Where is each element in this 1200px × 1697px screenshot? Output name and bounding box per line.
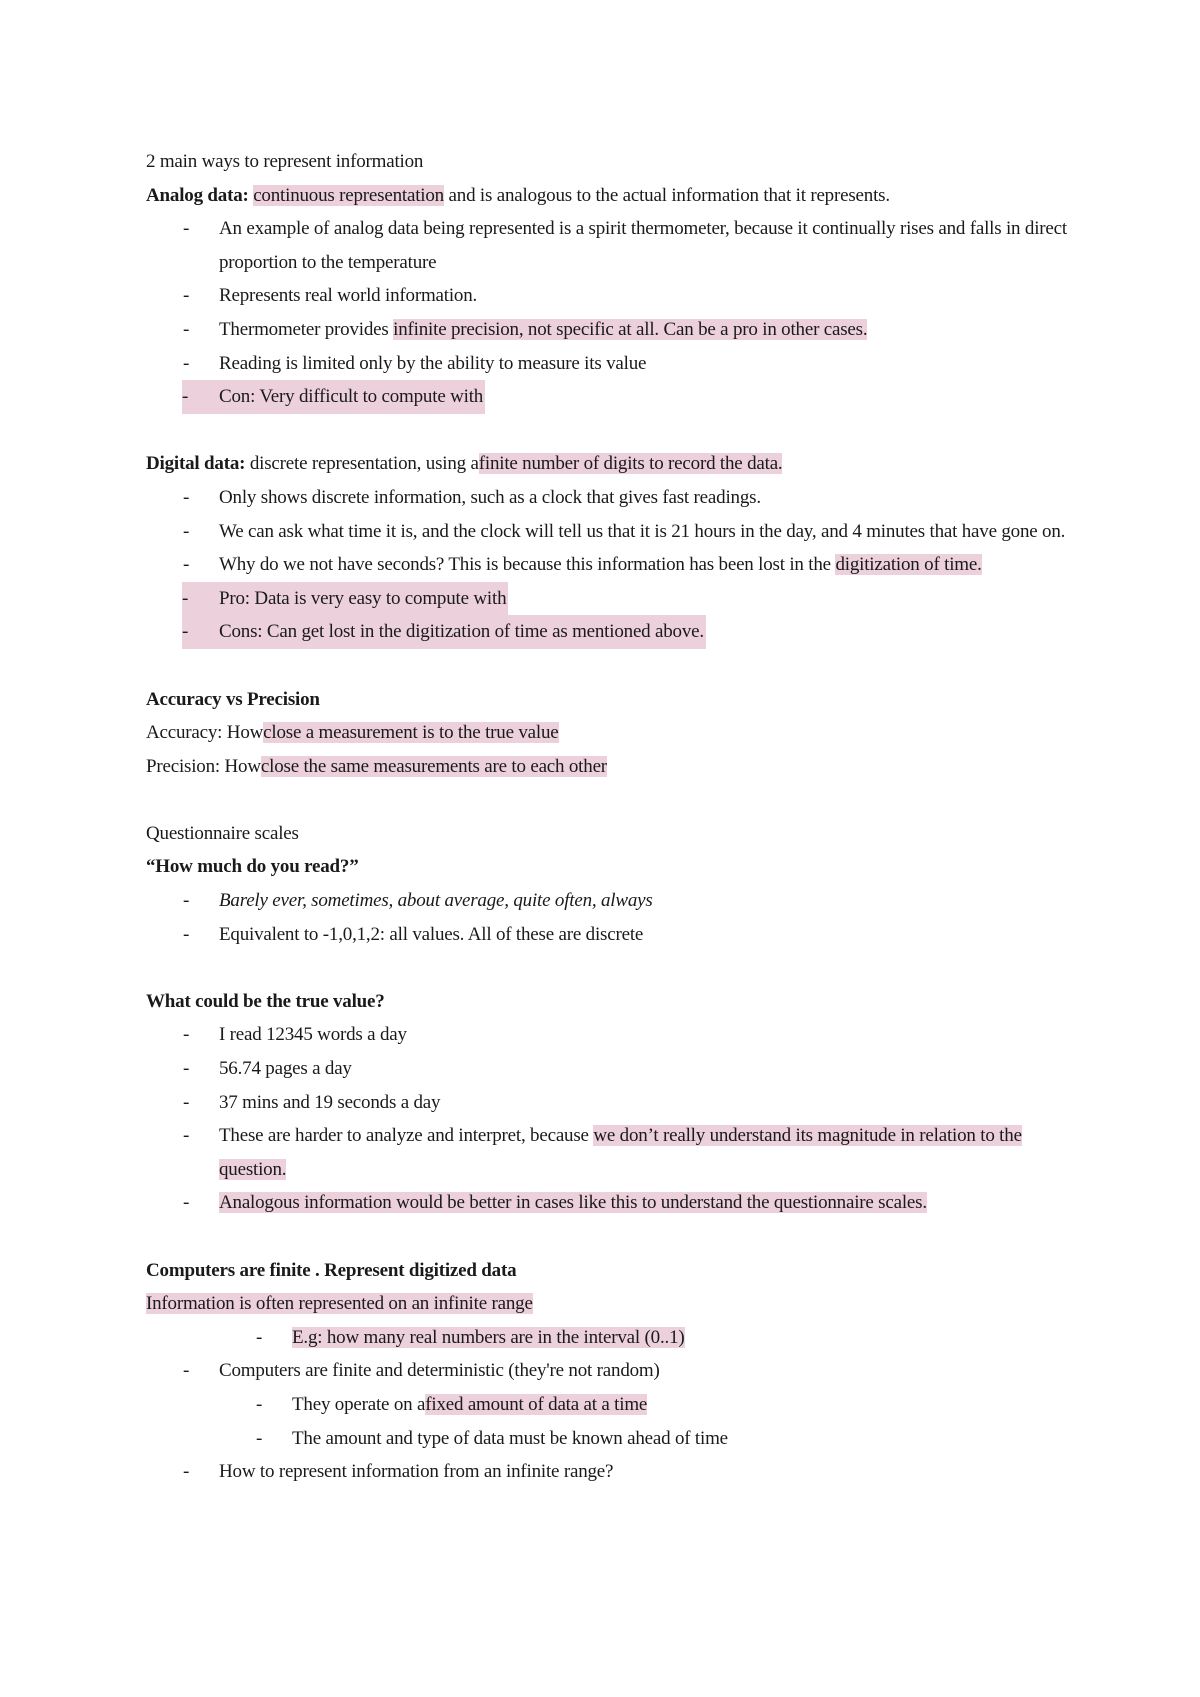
bullet-dash: - bbox=[183, 285, 190, 307]
digital-bullet-4 bbox=[182, 582, 508, 616]
bullet-text: Represents real world information. bbox=[219, 285, 478, 307]
bullet-text: We can ask what time it is, and the clock will tell us that it is 21 hours in the day, and 4 minutes that have gone on. bbox=[219, 520, 1066, 542]
bullet-text: Reading is limited only by the ability to measure its value bbox=[219, 352, 647, 374]
bullet-highlight: fixed amount of data at a time bbox=[425, 1393, 648, 1415]
truevalue-heading: What could be the true value? bbox=[146, 990, 385, 1012]
precision-label: Precision: How bbox=[146, 755, 261, 777]
analog-bullet-4 bbox=[146, 347, 1086, 381]
bullet-dash: - bbox=[183, 1091, 190, 1113]
bullet-dash: - bbox=[183, 352, 190, 374]
bullet-dash: - bbox=[183, 218, 190, 240]
computers-heading: Computers are finite . Represent digitized data bbox=[146, 1259, 517, 1281]
analog-bullet-1 bbox=[146, 212, 1086, 279]
computers-highlight: Information is often represented on an infinite range bbox=[146, 1293, 533, 1315]
intro-line: 2 main ways to represent information bbox=[146, 151, 424, 172]
analog-def-rest: and is analogous to the actual information that it represents. bbox=[448, 184, 890, 206]
questionnaire-bullet-1 bbox=[146, 884, 1086, 918]
digital-bullet-2 bbox=[146, 515, 1086, 549]
truevalue-bullet-3 bbox=[146, 1086, 1086, 1120]
bullet-text: Equivalent to -1,0,1,2: all values. All of these are discrete bbox=[219, 923, 644, 945]
bullet-dash: - bbox=[183, 520, 190, 542]
bullet-text: Cons: Can get lost in the digitization of time as mentioned above. bbox=[219, 621, 704, 643]
bullet-text: They operate on a bbox=[292, 1393, 426, 1415]
bullet-dash: - bbox=[256, 1393, 263, 1415]
bullet-text: Why do we not have seconds? This is because this information has been lost in the bbox=[219, 554, 831, 576]
bullet-dash: - bbox=[183, 1192, 190, 1214]
document-page bbox=[146, 145, 1086, 1489]
questionnaire-bullet-2 bbox=[146, 918, 1086, 952]
bullet-highlight: E.g: how many real numbers are in the interval (0..1) bbox=[292, 1326, 685, 1348]
bullet-text: I read 12345 words a day bbox=[219, 1024, 407, 1046]
bullet-text: Con: Very difficult to compute with bbox=[219, 386, 484, 408]
bullet-text: Only shows discrete information, such as a clock that gives fast readings. bbox=[219, 486, 761, 508]
analog-bullet-5 bbox=[182, 380, 485, 414]
bullet-dash: - bbox=[183, 1024, 190, 1046]
bullet-dash: - bbox=[182, 587, 189, 609]
computers-line-1 bbox=[146, 1287, 1086, 1321]
bullet-text: Barely ever, sometimes, about average, quite often, always bbox=[219, 890, 653, 912]
bullet-text: An example of analog data being represented is a spirit thermometer, because it continually rises and falls in direct proportion to the temperature bbox=[219, 218, 1067, 273]
bullet-highlight: infinite precision, not specific at all. Can be a pro in other cases. bbox=[393, 318, 868, 340]
digital-bullet-3 bbox=[146, 548, 1086, 582]
bullet-text: Pro: Data is very easy to compute with bbox=[219, 587, 507, 609]
accuracy-label: Accuracy: How bbox=[146, 722, 264, 744]
bullet-dash: - bbox=[256, 1326, 263, 1348]
digital-bullet-5 bbox=[182, 615, 706, 649]
spacer bbox=[146, 414, 1086, 448]
bullet-dash: - bbox=[183, 1360, 190, 1382]
spacer bbox=[146, 783, 1086, 817]
accuracy-heading: Accuracy vs Precision bbox=[146, 688, 320, 710]
computers-bullet-2 bbox=[146, 1455, 1086, 1489]
bullet-highlight: digitization of time. bbox=[835, 554, 982, 576]
bullet-text: 56.74 pages a day bbox=[219, 1058, 352, 1080]
bullet-dash: - bbox=[183, 923, 190, 945]
precision-line bbox=[146, 750, 1086, 784]
bullet-highlight: Analogous information would be better in cases like this to understand the questionnaire scales. bbox=[219, 1192, 927, 1214]
analog-bullet-3 bbox=[146, 313, 1086, 347]
analog-label: Analog data: bbox=[146, 184, 249, 206]
truevalue-bullet-5 bbox=[146, 1186, 1086, 1220]
bullet-text: How to represent information from an infinite range? bbox=[219, 1461, 614, 1483]
bullet-text: Computers are finite and deterministic (they're not random) bbox=[219, 1360, 660, 1382]
bullet-dash: - bbox=[183, 486, 190, 508]
bullet-text: The amount and type of data must be known ahead of time bbox=[292, 1427, 728, 1449]
analog-highlight: continuous representation bbox=[253, 184, 444, 206]
truevalue-bullet-2 bbox=[146, 1052, 1086, 1086]
bullet-dash: - bbox=[256, 1427, 263, 1449]
bullet-text: Thermometer provides bbox=[219, 318, 389, 340]
bullet-dash: - bbox=[183, 318, 190, 340]
digital-highlight: finite number of digits to record the data. bbox=[478, 453, 783, 475]
bullet-dash: - bbox=[183, 890, 190, 912]
bullet-dash: - bbox=[183, 1125, 190, 1147]
digital-definition bbox=[146, 447, 1086, 481]
digital-label: Digital data: bbox=[146, 453, 246, 475]
accuracy-line bbox=[146, 716, 1086, 750]
truevalue-bullet-1 bbox=[146, 1018, 1086, 1052]
digital-bullet-1 bbox=[146, 481, 1086, 515]
truevalue-bullet-4 bbox=[146, 1119, 1086, 1186]
computers-sub-bullet-1 bbox=[146, 1321, 1086, 1355]
analog-definition bbox=[146, 179, 1086, 213]
computers-bullet-1 bbox=[146, 1354, 1086, 1388]
bullet-dash: - bbox=[183, 1058, 190, 1080]
bullet-dash: - bbox=[182, 386, 189, 408]
bullet-dash: - bbox=[183, 1461, 190, 1483]
bullet-highlight: we don’t really understand its magnitude in relation to the question. bbox=[219, 1125, 1022, 1180]
digital-def-pre: discrete representation, using a bbox=[249, 453, 479, 475]
bullet-dash: - bbox=[182, 621, 189, 643]
bullet-dash: - bbox=[183, 554, 190, 576]
questionnaire-label: Questionnaire scales bbox=[146, 822, 299, 844]
bullet-text: These are harder to analyze and interpret, because bbox=[219, 1125, 589, 1147]
questionnaire-question: “How much do you read?” bbox=[146, 856, 359, 878]
spacer bbox=[146, 649, 1086, 683]
spacer bbox=[146, 1220, 1086, 1254]
bullet-text: 37 mins and 19 seconds a day bbox=[219, 1091, 441, 1113]
spacer bbox=[146, 951, 1086, 985]
precision-highlight: close the same measurements are to each other bbox=[260, 755, 607, 777]
analog-bullet-2 bbox=[146, 279, 1086, 313]
computers-sub-bullet-3 bbox=[146, 1422, 1086, 1456]
computers-sub-bullet-2 bbox=[146, 1388, 1086, 1422]
accuracy-highlight: close a measurement is to the true value bbox=[263, 722, 559, 744]
